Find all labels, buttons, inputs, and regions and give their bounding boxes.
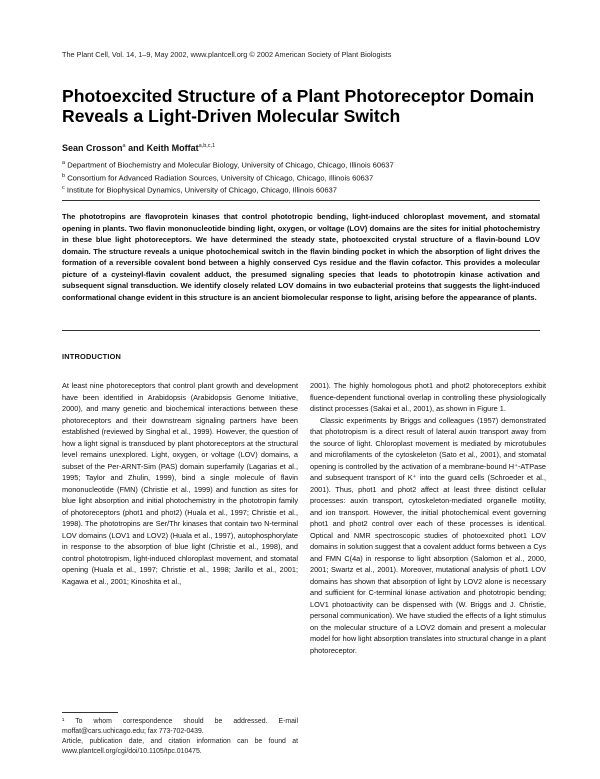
affiliation-text: Department of Biochemistry and Molecular Biology, University of Chicago, Chicago, Illinois 60637	[67, 160, 394, 170]
author-name: Keith Moffat	[146, 143, 199, 153]
abstract: The phototropins are flavoprotein kinases that control phototropic bending, light-induced chloroplast movement, and stomatal opening in plants. Two flavin mononucleotide binding light, oxygen, or voltage (LOV) domains are the sites for initial photochemistry in these blue light photoreceptors. We have determined the steady state, photoexcited crystal structure of a flavin-bound LOV domain. The structure reveals a unique photochemical switch in the flavin binding pocket in which the absorption of light drives the formation of a reversible covalent bond between a highly conserved Cys residue and the flavin cofactor. This provides a molecular picture of a cysteinyl-flavin covalent adduct, the presumed signaling species that leads to phototropin kinase activation and subsequent signal transduction. We identify closely related LOV domains in two eubacterial proteins that suggests the light-induced conformational change evident in this structure is an ancient biomolecular response to light, arising before the appearance of plants.	[62, 212, 540, 302]
abstract-top-rule	[62, 200, 540, 201]
body-column-left	[62, 380, 298, 587]
affiliation	[62, 171, 394, 184]
affiliation	[62, 183, 394, 196]
author-affiliation-marker: a	[122, 143, 126, 149]
abstract-bottom-rule	[62, 330, 540, 331]
body-paragraph: At least nine photoreceptors that control plant growth and development have been identified in Arabidopsis (Arabidopsis Genome Initiative, 2000), and many genetic and biochemical interactions between these photoreceptors and their downstream signaling partners have been established (reviewed by Singhal et al., 1999). However, the question of how a light signal is transduced by plant photoreceptors at the structural level remains unexplored. Light, oxygen, or voltage (LOV) domains, a subset of the Per-ARNT-Sim (PAS) domain superfamily (Lagarias et al., 1995; Taylor and Zhulin, 1999), bind a single molecule of flavin mononucleotide (FMN) (Christie et al., 1999) and function as sites for blue light absorption and initial photochemistry in the phototropin family of photoreceptors (phot1 and phot2) (Huala et al., 1997; Christie et al., 1998). The phototropins are Ser/Thr kinases that contain two N-terminal LOV domains (LOV1 and LOV2) (Huala et al., 1997), autophosphorylate in response to the absorption of blue light (Christie et al., 1998), and control phototropism, light-induced chloroplast movement, and stomatal opening (Huala et al., 1997; Christie et al., 1998; Jarillo et al., 2001; Kagawa et al., 2001; Kinoshita et al.,	[62, 381, 298, 586]
author-name: Sean Crosson	[62, 143, 123, 153]
author-affiliation-marker: a,b,c,1	[198, 143, 216, 149]
affiliation-marker: c	[62, 185, 65, 192]
affiliation-list	[62, 158, 394, 196]
affiliation-marker: a	[62, 160, 66, 166]
affiliation-marker: b	[62, 172, 66, 179]
body-paragraph: 2001). The highly homologous phot1 and phot2 photoreceptors exhibit fluence-dependent functional overlap in controlling these physiologically distinct processes (Sakai et al., 2001), as shown in Figure 1.	[310, 381, 546, 413]
body-column-right	[310, 380, 546, 656]
footnote-correspondence: ¹ To whom correspondence should be addressed. E-mail moffat@cars.uchicago.edu; fax 773-702-0439.	[62, 718, 298, 735]
body-paragraph: Classic experiments by Briggs and colleagues (1957) demonstrated that phototropism is a direct result of lateral auxin transport away from the source of light. Chloroplast movement is mediated by microtubules and microfilaments of the cytoskeleton (Sato et al., 2001), and stomatal opening is controlled by the activation of a membrane-bound H⁺-ATPase and subsequent transport of K⁺ into the guard cells (Schroeder et al., 2001). Thus, phot1 and phot2 affect at least three distinct cellular processes: auxin transport, cytoskeleton-mediated organelle motility, and ion transport. However, the initial photochemical event governing phot1 and phot2 control over each of these processes is identical. Optical and NMR spectroscopic studies of photoexcited phot1 LOV domains in solution suggest that a covalent adduct forms between a Cys and FMN C(4a) in response to light absorption (Salomon et al., 2000, 2001; Swartz et al., 2001). Moreover, mutational analysis of phot1 LOV domains has shown that absorption of light by LOV2 alone is necessary and sufficient for C-terminal kinase activation and phototropic bending; LOV1 photoactivity can be dispensed with (W. Briggs and J. Christie, personal communication). We have studied the effects of a light stimulus on the molecular structure of a LOV2 domain and present a molecular model for how light absorption translates into structural change in a plant photoreceptor.	[310, 415, 547, 655]
running-head: The Plant Cell, Vol. 14, 1–9, May 2002, www.plantcell.org © 2002 American Society of Plant Biologists	[62, 50, 392, 59]
article-title: Photoexcited Structure of a Plant Photoreceptor Domain Reveals a Light-Driven Molecular Switch	[62, 86, 535, 126]
author-joiner: and	[125, 143, 147, 153]
affiliation-text: Institute for Biophysical Dynamics, University of Chicago, Chicago, Illinois 60637	[66, 185, 337, 195]
section-heading-introduction: INTRODUCTION	[62, 352, 122, 361]
footnote-rule	[62, 712, 118, 713]
affiliation	[62, 158, 394, 171]
footnote-citation-info: Article, publication date, and citation information can be found at www.plantcell.org/cgi/doi/10.1105/tpc.010475.	[62, 738, 298, 755]
footnotes	[62, 717, 298, 757]
author-line	[62, 143, 215, 153]
affiliation-text: Consortium for Advanced Radiation Sources, University of Chicago, Chicago, Illinois 60637	[67, 173, 374, 183]
